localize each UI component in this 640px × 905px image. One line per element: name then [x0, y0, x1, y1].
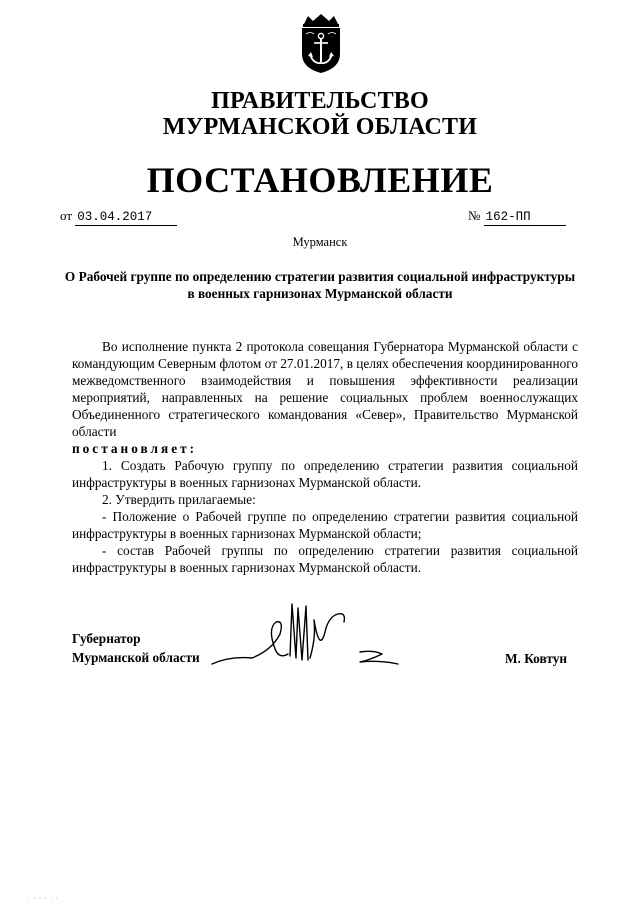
document-body — [72, 338, 578, 576]
item-2a: - Положение о Рабочей группе по определению стратегии развития социальной инфраструктуры в военных гарнизонах Мурманской области; — [72, 509, 578, 541]
organization-title-line1: ПРАВИТЕЛЬСТВО — [211, 88, 429, 114]
signatory-title-line1: Губернатор — [72, 631, 141, 646]
signatory-title-line2: Мурманской области — [72, 650, 200, 665]
coat-of-arms-icon — [296, 12, 346, 74]
item-1: 1. Создать Рабочую группу по определению стратегии развития социальной инфраструктуры в военных гарнизонах Мурманской области. — [72, 458, 578, 490]
handwritten-signature — [210, 598, 400, 688]
signatory-title — [72, 629, 200, 667]
number-value: 162-ПП — [484, 209, 566, 226]
number-prefix: № — [468, 208, 481, 223]
date-field — [60, 208, 177, 226]
signatory-name: М. Ковтун — [505, 651, 568, 666]
document-type-title: ПОСТАНОВЛЕНИЕ — [146, 160, 494, 200]
number-field — [468, 208, 566, 226]
decree-word — [72, 440, 578, 457]
preamble-paragraph: Во исполнение пункта 2 протокола совещания Губернатора Мурманской области с командующим Северным флотом от 27.01.2017, в целях обеспечения координированного межведомственного взаимодействия и повышения эффективности реализации мероприятий, направленных на решение социальных проблем военнослужащих Объединенного стратегического командования «Север», Правительство Мурманской области — [72, 339, 578, 439]
city-label: Мурманск — [292, 235, 348, 249]
organization-title-line2: МУРМАНСКОЙ ОБЛАСТИ — [162, 114, 478, 140]
footer-marks: · · · · · · — [28, 896, 59, 902]
date-value: 03.04.2017 — [75, 209, 177, 226]
item-2b: - состав Рабочей группы по определению стратегии развития социальной инфраструктуры в военных гарнизонах Мурманской области. — [72, 543, 578, 575]
document-subject: О Рабочей группе по определению стратегии развития социальной инфраструктуры в военных гарнизонах Мурманской области — [64, 269, 576, 301]
decree-keyword: постановляет: — [72, 441, 198, 456]
item-2: 2. Утвердить прилагаемые: — [102, 492, 256, 507]
date-prefix: от — [60, 208, 73, 223]
